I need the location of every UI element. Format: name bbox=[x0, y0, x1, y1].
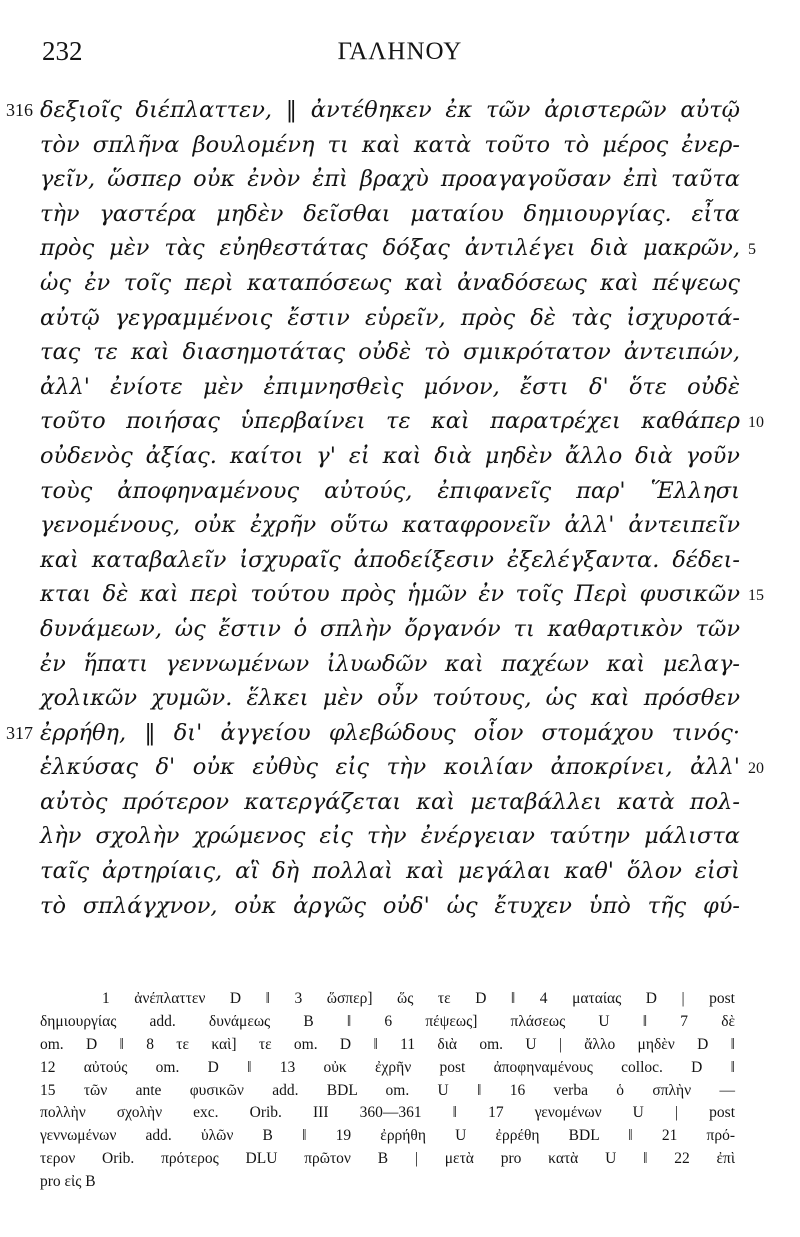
line-text: οὐδενὸς ἀξίας. καίτοι γ' εἰ καὶ διὰ μηδὲν ἄλλο διὰ γοῦν bbox=[40, 442, 740, 469]
text-line bbox=[0, 162, 800, 197]
text-line bbox=[0, 301, 800, 336]
apparatus-line bbox=[0, 1171, 800, 1194]
line-number: 5 bbox=[748, 241, 756, 259]
text-line bbox=[0, 889, 800, 924]
apparatus-text: τερον Orib. πρότερος DLU πρῶτον B | μετὰ pro κατὰ U ‖ 22 ἐπὶ bbox=[40, 1150, 735, 1168]
text-line bbox=[0, 508, 800, 543]
apparatus-line bbox=[0, 1148, 800, 1171]
line-text: ἐν ἥπατι γεννωμένων ἰλυωδῶν καὶ παχέων καὶ μελαγ- bbox=[40, 650, 740, 677]
line-text: γενομένους, οὐκ ἐχρῆν οὕτω καταφρονεῖν ἀλλ' ἀντειπεῖν bbox=[40, 512, 740, 539]
text-line bbox=[0, 750, 800, 785]
apparatus-text: 12 αὐτούς om. D ‖ 13 οὐκ ἐχρῆν post ἀποφηναμένους colloc. D ‖ bbox=[40, 1058, 735, 1076]
line-text: ὡς ἐν τοῖς περὶ καταπόσεως καὶ ἀναδόσεως καὶ πέψεως bbox=[40, 269, 740, 296]
text-line bbox=[0, 577, 800, 612]
line-text: αὐτὸς πρότερον κατεργάζεται καὶ μεταβάλλει κατὰ πολ- bbox=[40, 788, 740, 815]
apparatus-line bbox=[0, 1011, 800, 1034]
apparatus-line bbox=[0, 1057, 800, 1080]
line-text: τὸ σπλάγχνον, οὐκ ἀργῶς οὐδ' ὡς ἔτυχεν ὑπὸ τῆς φύ- bbox=[40, 892, 740, 919]
text-line bbox=[0, 716, 800, 751]
line-text: δυνάμεων, ὡς ἔστιν ὁ σπλὴν ὄργανόν τι καθαρτικὸν τῶν bbox=[40, 615, 740, 642]
apparatus-line bbox=[0, 1125, 800, 1148]
text-line bbox=[0, 681, 800, 716]
line-number: 20 bbox=[748, 760, 764, 778]
line-text: τὸν σπλῆνα βουλομένη τι καὶ κατὰ τοῦτο τὸ μέρος ἐνερ- bbox=[40, 131, 740, 158]
line-number: 15 bbox=[748, 587, 764, 605]
text-line bbox=[0, 128, 800, 163]
apparatus-text: pro εἰς B bbox=[40, 1173, 96, 1191]
line-text: καὶ καταβαλεῖν ἰσχυραῖς ἀποδείξεσιν ἐξελέγξαντα. δέδει- bbox=[40, 546, 740, 573]
text-line bbox=[0, 647, 800, 682]
line-text: ἐρρήθη, ‖ δι' ἀγγείου φλεβώδους οἷον στομάχου τινός· bbox=[40, 719, 740, 746]
page-number: 232 bbox=[42, 36, 83, 66]
text-line bbox=[0, 854, 800, 889]
margin-number: 316 bbox=[6, 100, 33, 120]
line-number: 10 bbox=[748, 414, 764, 432]
text-line bbox=[0, 474, 800, 509]
critical-apparatus bbox=[0, 988, 800, 1194]
text-line bbox=[0, 93, 800, 128]
text-line bbox=[0, 335, 800, 370]
line-text: τὴν γαστέρα μηδὲν δεῖσθαι ματαίου δημιουργίας. εἶτα bbox=[40, 200, 740, 227]
line-text: λὴν σχολὴν χρώμενος εἰς τὴν ἐνέργειαν ταύτην μάλιστα bbox=[40, 823, 740, 850]
running-title: ΓΑΛΗΝΟΥ bbox=[337, 38, 463, 65]
line-text: ταῖς ἀρτηρίαις, αἳ δὴ πολλαὶ καὶ μεγάλαι καθ' ὅλον εἰσὶ bbox=[40, 858, 740, 885]
text-line bbox=[0, 785, 800, 820]
text-line bbox=[0, 543, 800, 578]
text-line bbox=[0, 439, 800, 474]
apparatus-line bbox=[0, 1080, 800, 1103]
line-text: ἑλκύσας δ' οὐκ εὐθὺς εἰς τὴν κοιλίαν ἀποκρίνει, ἀλλ' bbox=[40, 754, 740, 781]
line-text: τοῦτο ποιήσας ὑπερβαίνει τε καὶ παρατρέχει καθάπερ bbox=[40, 408, 740, 435]
line-text: ἀλλ' ἐνίοτε μὲν ἐπιμνησθεὶς μόνον, ἔστι δ' ὅτε οὐδὲ bbox=[40, 373, 740, 400]
apparatus-text: 1 ἀνέπλαττεν D ‖ 3 ὥσπερ] ὥς τε D ‖ 4 ματαίας D | post bbox=[102, 990, 735, 1007]
line-text: δεξιοῖς διέπλαττεν, ‖ ἀντέθηκεν ἐκ τῶν ἀριστερῶν αὐτῷ bbox=[40, 97, 740, 123]
line-text: τοὺς ἀποφηναμένους αὐτούς, ἐπιφανεῖς παρ' Ἕλλησι bbox=[40, 477, 740, 504]
apparatus-text: γεννωμένων add. ὑλῶν B ‖ 19 ἐρρήθη U ἐρρέθη BDL ‖ 21 πρό- bbox=[40, 1127, 735, 1145]
apparatus-text: om. D ‖ 8 τε καὶ] τε om. D ‖ 11 διὰ om. U | ἄλλο μηδὲν D ‖ bbox=[40, 1035, 735, 1053]
line-text: πρὸς μὲν τὰς εὐηθεστάτας δόξας ἀντιλέγει διὰ μακρῶν, bbox=[40, 235, 740, 262]
line-text: τας τε καὶ διασημοτάτας οὐδὲ τὸ σμικρότατον ἀντειπών, bbox=[40, 339, 740, 366]
margin-number: 317 bbox=[6, 722, 33, 743]
apparatus-line bbox=[0, 1102, 800, 1125]
text-line bbox=[0, 231, 800, 266]
apparatus-text: 15 τῶν ante φυσικῶν add. BDL om. U ‖ 16 verba ὁ σπλὴν — bbox=[40, 1081, 735, 1099]
line-text: κται δὲ καὶ περὶ τούτου πρὸς ἡμῶν ἐν τοῖς Περὶ φυσικῶν bbox=[40, 581, 740, 608]
text-line bbox=[0, 370, 800, 405]
line-text: χολικῶν χυμῶν. ἕλκει μὲν οὖν τούτους, ὡς καὶ πρόσθεν bbox=[40, 685, 740, 712]
main-text bbox=[0, 93, 800, 923]
apparatus-text: δημιουργίας add. δυνάμεως B ‖ 6 πέψεως] πλάσεως U ‖ 7 δὲ bbox=[40, 1012, 735, 1030]
line-text: αὐτῷ γεγραμμένοις ἔστιν εὑρεῖν, πρὸς δὲ τὰς ἰσχυροτά- bbox=[40, 304, 740, 331]
apparatus-line bbox=[0, 1034, 800, 1057]
text-line bbox=[0, 612, 800, 647]
text-line bbox=[0, 404, 800, 439]
text-line bbox=[0, 197, 800, 232]
text-line bbox=[0, 266, 800, 301]
apparatus-line bbox=[0, 988, 800, 1011]
text-line bbox=[0, 819, 800, 854]
page-header bbox=[0, 36, 800, 76]
line-text: γεῖν, ὥσπερ οὐκ ἐνὸν ἐπὶ βραχὺ προαγαγοῦσαν ἐπὶ ταῦτα bbox=[40, 166, 740, 193]
apparatus-text: πολλὴν σχολὴν exc. Orib. III 360—361 ‖ 17 γενομένων U | post bbox=[40, 1104, 735, 1122]
